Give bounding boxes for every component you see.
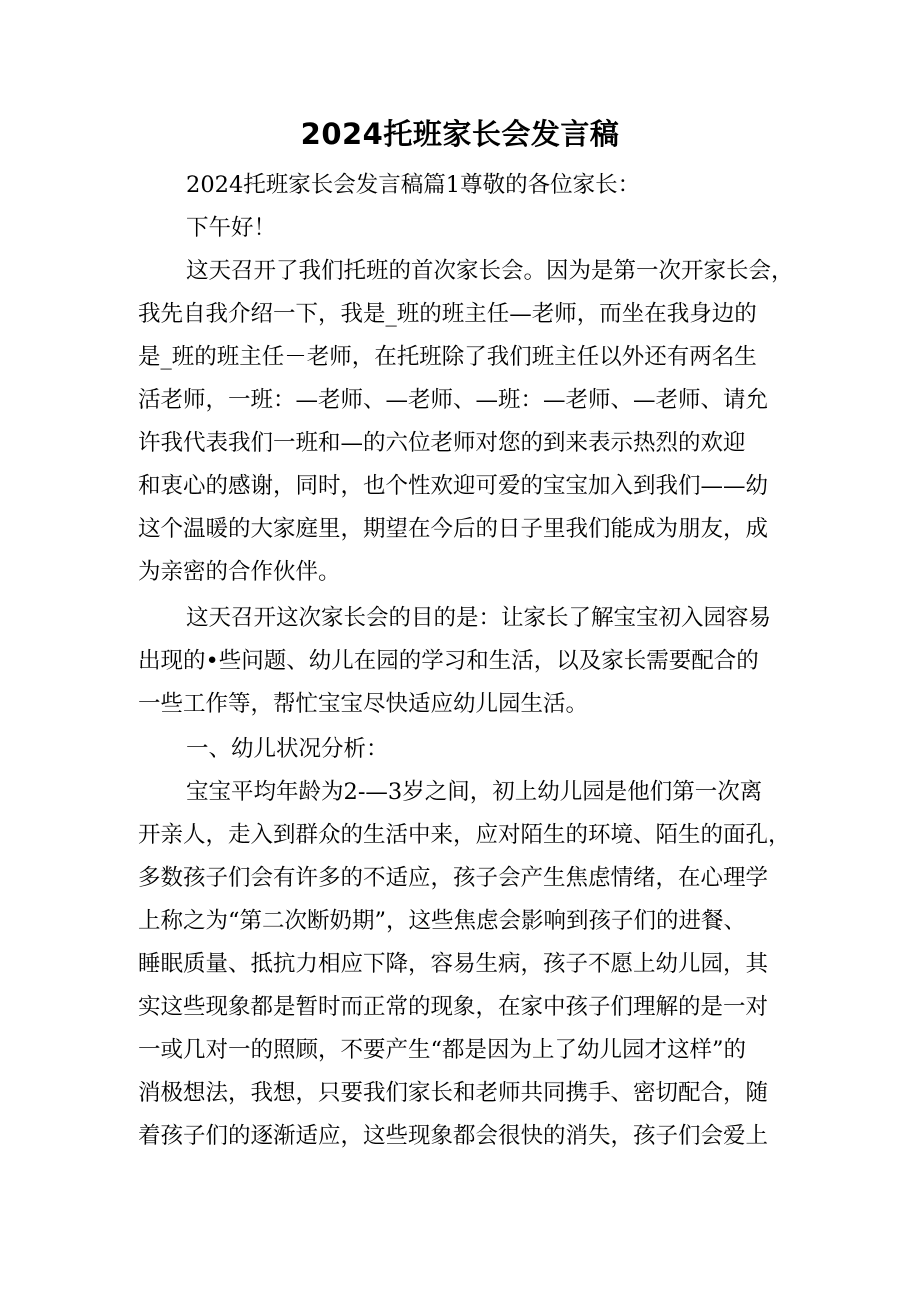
text-line: 这天召开了我们托班的首次家长会。因为是第一次开家长会， (186, 258, 794, 284)
text-line: 开亲人，走入到群众的生活中来，应对陌生的环境、陌生的面孔， (138, 822, 791, 848)
text-line: 一些工作等，帮忙宝宝尽快适应幼儿园生活。 (138, 691, 589, 717)
text-line: 我先自我介绍一下，我是_班的班主任—老师，而坐在我身边的 (138, 301, 757, 327)
text-line: 消极想法，我想，只要我们家长和老师共同携手、密切配合，随 (138, 1080, 769, 1106)
text-line: 多数孩子们会有许多的不适应，孩子会产生焦虑情绪，在心理学 (138, 865, 769, 891)
text-line: 活老师，一班：—老师、—老师、—班：—老师、—老师、请允 (138, 387, 769, 413)
text-line: 这个温暖的大家庭里，期望在今后的日子里我们能成为朋友，成 (138, 516, 769, 542)
text-line: 着孩子们的逐渐适应，这些现象都会很快的消失，孩子们会爱上 (138, 1123, 769, 1149)
document-title: 2024托班家长会发言稿 (300, 117, 620, 151)
text-line: 是_班的班主任－老师，在托班除了我们班主任以外还有两名生 (138, 344, 757, 370)
text-line: 宝宝平均年龄为2-—3岁之间，初上幼儿园是他们第一次离 (186, 779, 763, 805)
text-line: 许我代表我们一班和—的六位老师对您的到来表示热烈的欢迎 (138, 430, 746, 456)
text-line: 2024托班家长会发言稿篇1尊敬的各位家长： (186, 172, 641, 198)
text-line: 实这些现象都是暂时而正常的现象，在家中孩子们理解的是一对 (138, 994, 769, 1020)
text-line: 出现的•些问题、幼儿在园的学习和生活，以及家长需要配合的 (138, 648, 759, 674)
text-line: 和衷心的感谢，同时，也个性欢迎可爱的宝宝加入到我们——幼 (138, 473, 769, 499)
text-line: 一、幼儿状况分析： (186, 736, 389, 762)
text-line: 下午好！ (186, 215, 277, 241)
text-line: 上称之为“第二次断奶期”，这些焦虑会影响到孩子们的进餐、 (138, 908, 747, 934)
text-line: 为亲密的合作伙伴。 (138, 559, 341, 585)
text-line: 一或几对一的照顾，不要产生“都是因为上了幼儿园才这样”的 (138, 1037, 747, 1063)
text-line: 睡眠质量、抵抗力相应下降，容易生病，孩子不愿上幼儿园，其 (138, 951, 769, 977)
text-line: 这天召开这次家长会的目的是：让家长了解宝宝初入园容易 (186, 605, 772, 631)
